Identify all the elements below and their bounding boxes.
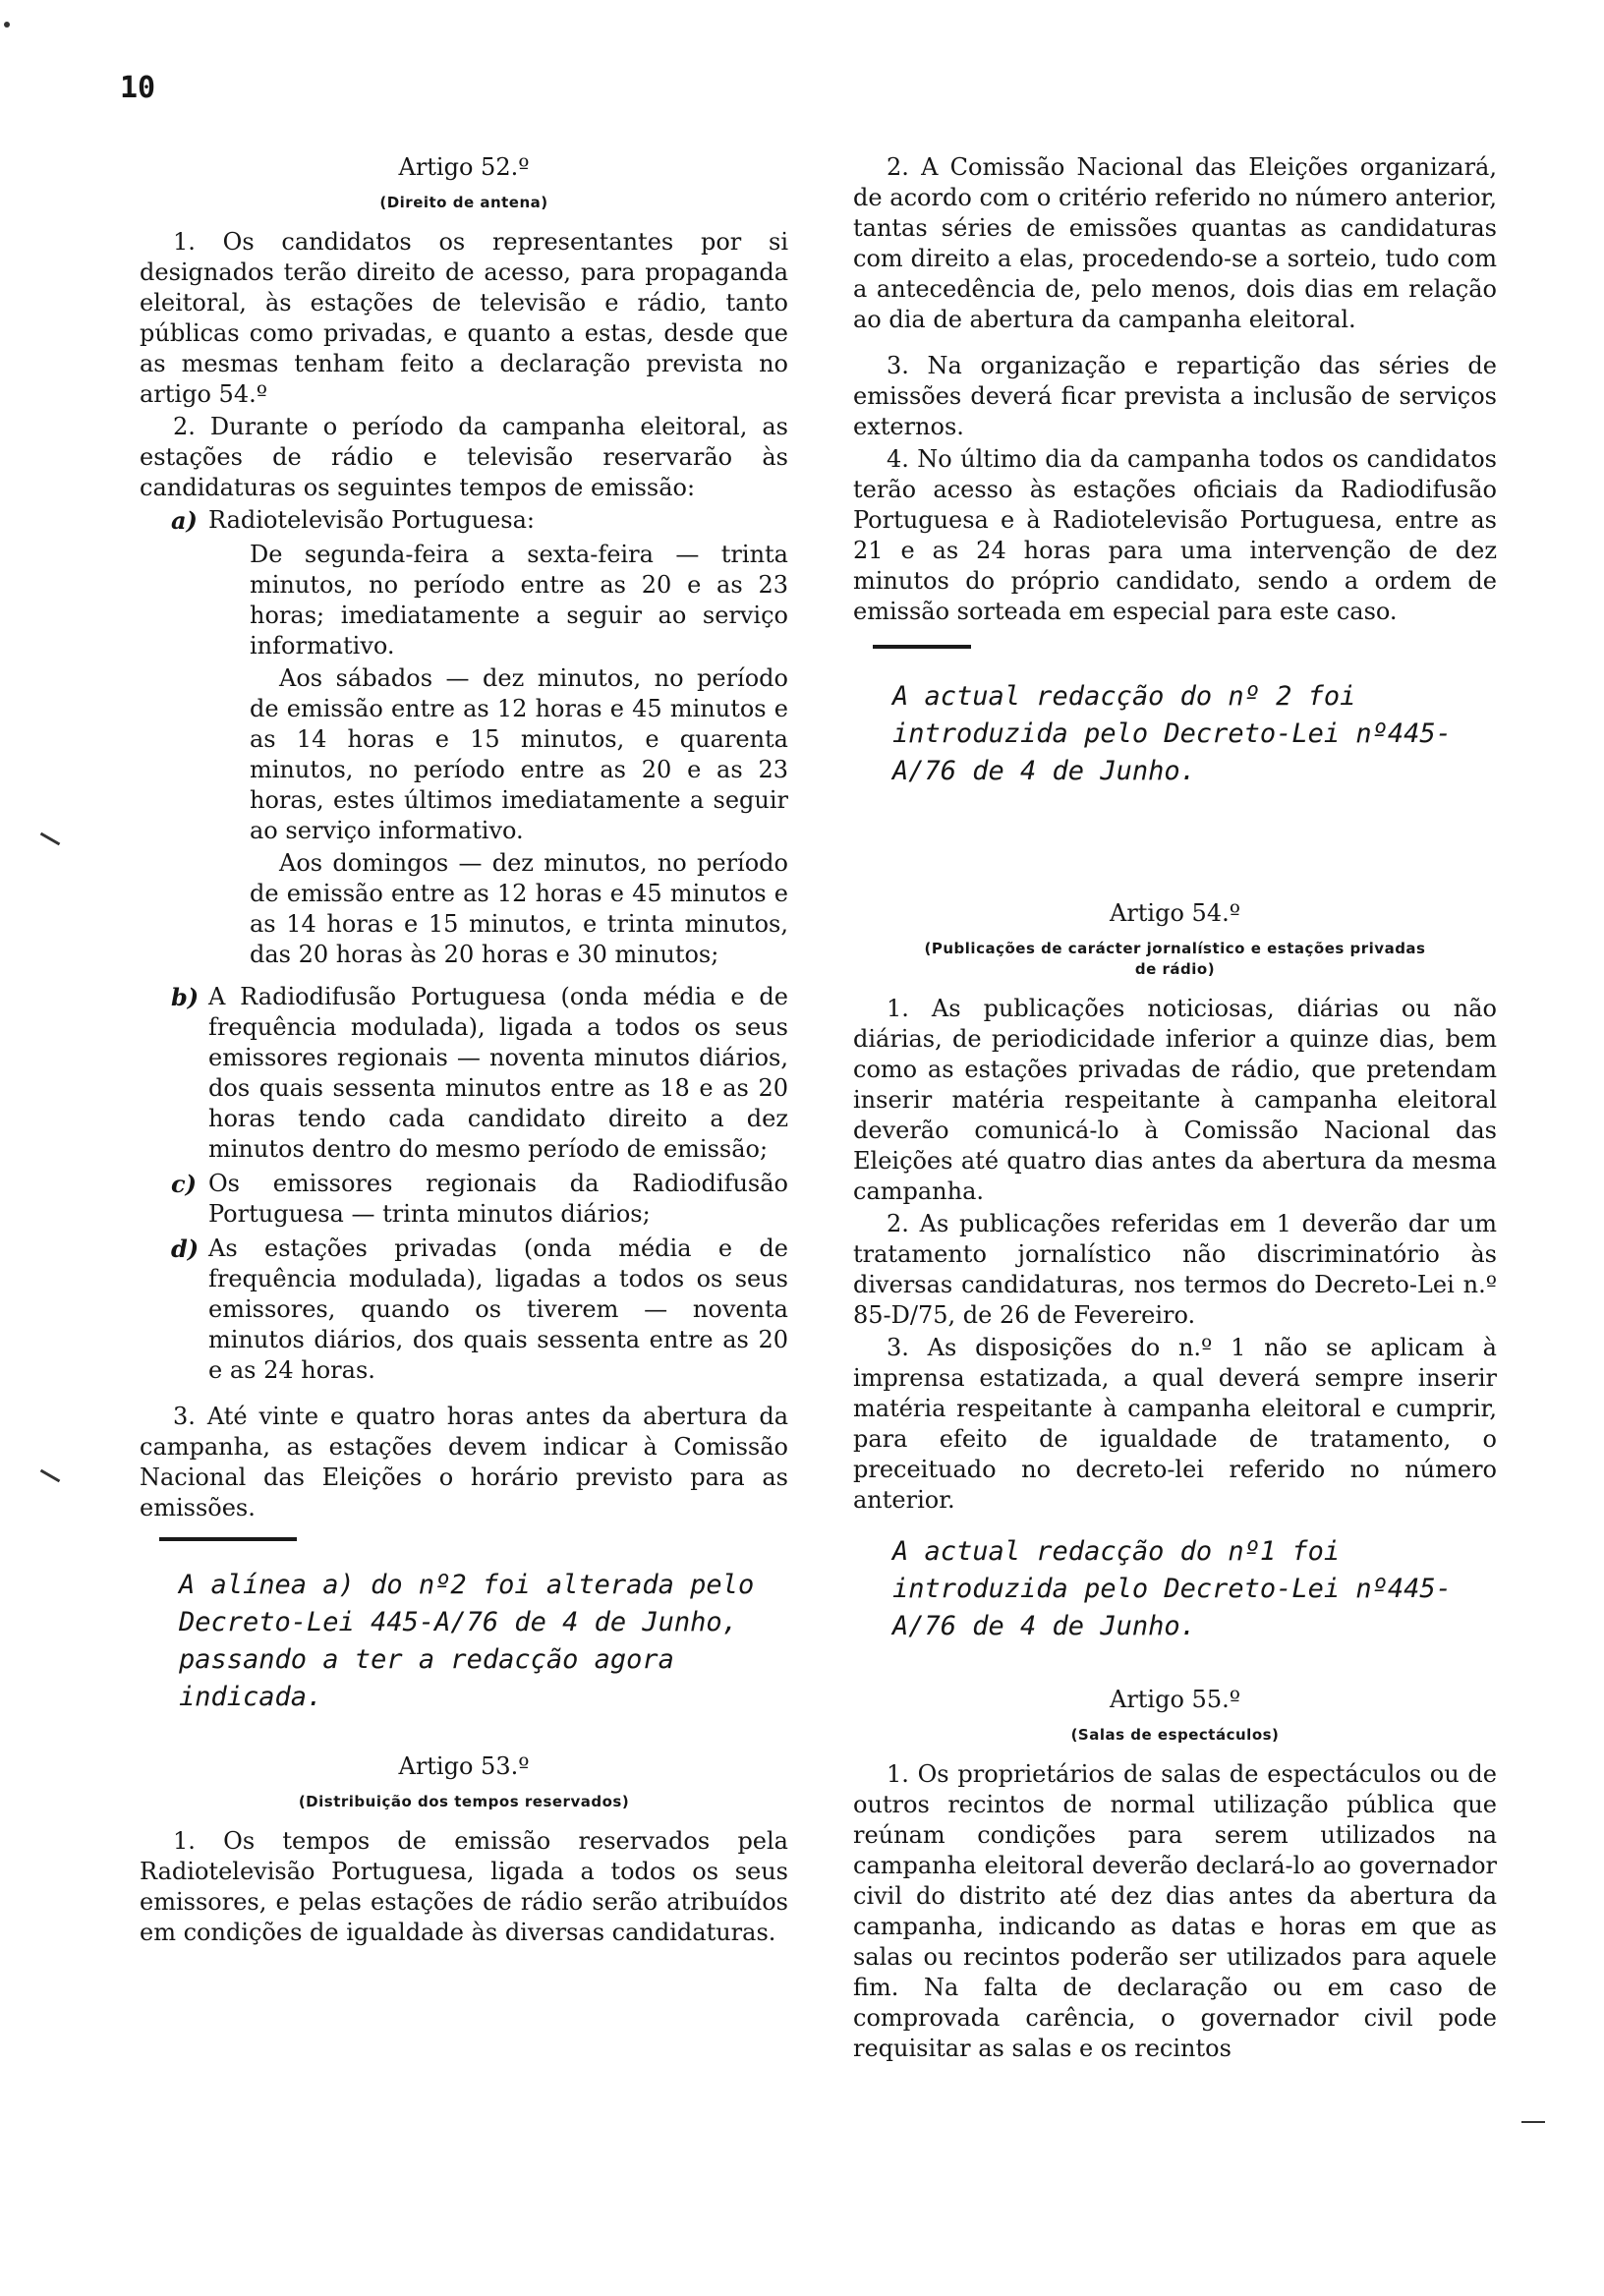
scan-mark xyxy=(40,832,61,846)
item-c-label: c) xyxy=(171,1170,197,1198)
article-53-amendment-note: A actual redacção do nº 2 foi introduzida pelo Decreto-Lei nº445-A/76 de 4 de Junho. xyxy=(892,681,1452,786)
article-54-paragraph-2: 2. As publicações referidas em 1 deverão dar um tratamento jornalístico não discriminatório às diversas candidaturas, nos termos do Decreto-Lei n.º 85-D/75, de 26 de Fevereiro. xyxy=(853,1210,1497,1329)
scan-mark xyxy=(40,1469,61,1483)
right-column xyxy=(853,152,1497,2080)
item-a-text: Radiotelevisão Portuguesa: xyxy=(208,506,536,534)
separator-rule xyxy=(873,645,971,649)
article-53-subheading: (Distribuição dos tempos reservados) xyxy=(298,1793,630,1810)
article-53-heading: Artigo 53.º xyxy=(398,1752,530,1780)
article-52-subheading: (Direito de antena) xyxy=(379,194,548,211)
article-53-paragraph-1: 1. Os tempos de emissão reservados pela Radiotelevisão Portuguesa, ligada a todos os seus emissores, e pelas estações de rádio serão atribuídos em condições de igualdade às diversas candidaturas. xyxy=(140,1827,788,1946)
article-54-paragraph-1: 1. As publicações noticiosas, diárias ou não diárias, de periodicidade inferior a quinze dias, bem como as estações privadas de rádio, que pretendam inserir matéria respeitante à campanha eleitoral deverão comunicá-lo à Comissão Nacional das Eleições até quatro dias antes da abertura da mesma campanha. xyxy=(853,995,1497,1205)
item-a-weekdays: De segunda-feira a sexta-feira — trinta minutos, no período entre as 20 e as 23 horas; imediatamente a seguir ao serviço informativo. xyxy=(250,541,788,660)
item-a-saturdays: Aos sábados — dez minutos, no período de emissão entre as 12 horas e 45 minutos e as 14 horas e 15 minutos, e quarenta minutos, no período entre as 20 e as 23 horas, estes últimos imediatamente a seguir ao serviço informativo. xyxy=(250,664,788,844)
article-53-paragraph-3: 3. Na organização e repartição das séries de emissões deverá ficar prevista a inclusão de serviços externos. xyxy=(853,352,1497,440)
item-b-label: b) xyxy=(171,983,200,1011)
item-a-label: a) xyxy=(171,506,198,535)
article-53-paragraph-4: 4. No último dia da campanha todos os candidatos terão acesso às estações oficiais da Radiodifusão Portuguesa e à Radiotelevisão Portuguesa, entre as 21 e as 24 horas para uma intervenção de dez minutos do próprio candidato, sendo a ordem de emissão sorteada em especial para este caso. xyxy=(853,445,1497,625)
item-a-sundays: Aos domingos — dez minutos, no período de emissão entre as 12 horas e 45 minutos e as 14 horas e 15 minutos, e trinta minutos, das 20 horas às 20 horas e 30 minutos; xyxy=(250,849,788,968)
article-52-item-a xyxy=(171,505,788,536)
article-55-paragraph-1: 1. Os proprietários de salas de espectáculos ou de outros recintos de normal utilização pública que reúnam condições para serem utilizados na campanha eleitoral deverão declará-lo ao governador civil do distrito até dez dias antes da abertura da campanha, indicando as datas e horas em que as salas ou recintos poderão ser utilizados para aquele fim. Na falta de declaração ou em caso de comprovada carência, o governador civil pode requisitar as salas e os recintos xyxy=(853,1760,1497,2062)
article-54-heading: Artigo 54.º xyxy=(1109,899,1241,927)
article-52-item-b xyxy=(171,982,788,1165)
item-c-text: Os emissores regionais da Radiodifusão Portuguesa — trinta minutos diários; xyxy=(208,1170,788,1228)
scan-mark xyxy=(4,22,10,28)
article-54-subheading: (Publicações de carácter jornalístico e estações privadas de rádio) xyxy=(924,940,1426,978)
article-52-item-c xyxy=(171,1169,788,1230)
page-number: 10 xyxy=(120,71,156,105)
item-d-text: As estações privadas (onda média e de frequência modulada), ligadas a todos os seus emissores, quando os tiverem — noventa minutos diários, dos quais sessenta entre as 20 e as 24 horas. xyxy=(208,1234,788,1384)
article-52-paragraph-1: 1. Os candidatos os representantes por si designados terão direito de acesso, para propaganda eleitoral, às estações de televisão e rádio, tanto públicas como privadas, e quanto a estas, desde que as mesmas tenham feito a declaração prevista no artigo 54.º xyxy=(140,228,788,408)
article-53-paragraph-2: 2. A Comissão Nacional das Eleições organizará, de acordo com o critério referido no número anterior, tantas séries de emissões quantas as candidaturas com direito a elas, procedendo-se a sorteio, tudo com a antecedência de, pelo menos, dois dias em relação ao dia de abertura da campanha eleitoral. xyxy=(853,153,1497,333)
left-column xyxy=(140,152,788,1964)
article-55-heading: Artigo 55.º xyxy=(1109,1686,1241,1713)
article-52-paragraph-2: 2. Durante o período da campanha eleitoral, as estações de rádio e televisão reservarão às candidaturas os seguintes tempos de emissão: xyxy=(140,413,788,501)
scan-mark xyxy=(1521,2121,1545,2123)
article-52-paragraph-3: 3. Até vinte e quatro horas antes da abertura da campanha, as estações devem indicar à Comissão Nacional das Eleições o horário previsto para as emissões. xyxy=(140,1403,788,1521)
article-52-amendment-note: A alínea a) do nº2 foi alterada pelo Decreto-Lei 445-A/76 de 4 de Junho, passando a ter a redacção agora indicada. xyxy=(179,1570,755,1712)
article-55-subheading: (Salas de espectáculos) xyxy=(1070,1726,1280,1744)
separator-rule xyxy=(159,1537,297,1541)
item-b-text: A Radiodifusão Portuguesa (onda média e de frequência modulada), ligada a todos os seus emissores regionais — noventa minutos diários, dos quais sessenta minutos entre as 18 e as 20 horas tendo cada candidato direito a dez minutos dentro do mesmo período de emissão; xyxy=(208,983,788,1163)
article-52-heading: Artigo 52.º xyxy=(398,153,530,181)
article-54-amendment-note: A actual redacção do nº1 foi introduzida pelo Decreto-Lei nº445-A/76 de 4 de Junho. xyxy=(892,1536,1452,1641)
article-52-item-d xyxy=(171,1234,788,1386)
article-54-paragraph-3: 3. As disposições do n.º 1 não se aplicam à imprensa estatizada, a qual deverá sempre inserir matéria respeitante à campanha eleitoral e cumprir, para efeito de igualdade de tratamento, o preceituado no decreto-lei referido no número anterior. xyxy=(853,1334,1497,1514)
item-d-label: d) xyxy=(171,1234,200,1263)
